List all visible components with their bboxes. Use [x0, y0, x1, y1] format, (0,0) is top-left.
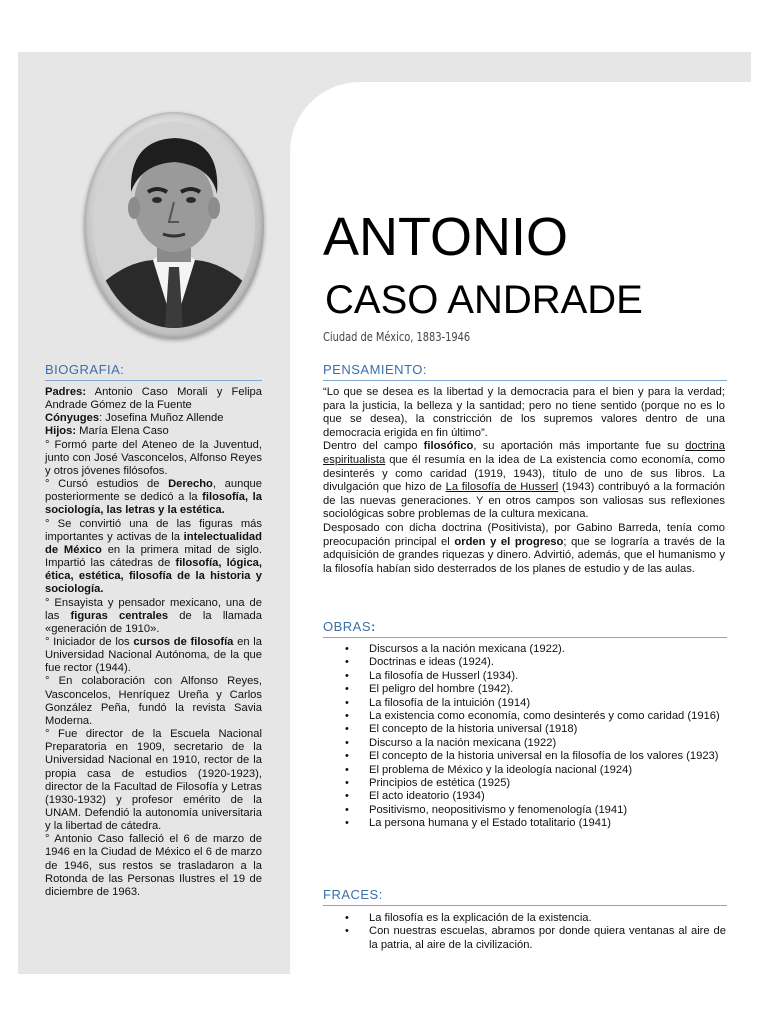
bio-conyuges: Cónyuges: Josefina Muñoz Allende — [45, 412, 224, 425]
bio-hijos: Hijos: María Elena Caso — [45, 425, 169, 438]
obra-list-item: • El peligro del hombre (1942). — [323, 683, 726, 696]
bio-paragraph: ° Antonio Caso falleció el 6 de marzo de 1946 en la Ciudad de México el 6 de marzo de 1946, sus restos se trasladaron a la Rotonda de las Personas Ilustres el 19 de diciembre de 1963. — [45, 833, 262, 898]
section-title-biografia: BIOGRAFIA: — [45, 362, 125, 377]
bio-paragraph: ° Formó parte del Ateneo de la Juventud, junto con José Vasconcelos, Alfonso Reyes y otros jóvenes filósofos. — [45, 438, 262, 477]
obra-list-item: • Discursos a la nación mexicana (1922). — [323, 643, 726, 656]
obra-list-item: • El acto ideatorio (1934) — [323, 790, 726, 803]
obra-list-item: • La existencia como economía, como desinterés y como caridad (1916) — [323, 710, 726, 723]
section-rule-pensamiento — [323, 380, 727, 381]
bio-paragraph: ° Ensayista y pensador mexicano, una de las figuras centrales de la llamada «generación de 1910». — [45, 596, 263, 635]
bio-padres: Padres: Antonio Caso Morali y Felipa Andrade Gómez de la Fuente — [45, 386, 262, 412]
section-rule-obras — [323, 637, 727, 638]
obra-list-item: • La filosofía de Husserl (1934). — [323, 670, 726, 683]
section-rule-fraces — [323, 905, 727, 906]
obra-list-item: • Positivismo, neopositivismo y fenomenología (1941) — [323, 804, 726, 817]
pensamiento-quote: “Lo que se desea es la libertad y la democracia para el bien y para la verdad; para la justicia, la belleza y la santidad; pero no tiene sentido (porque no es lo que se desea), la constricción de los supremos valores dentro de una democracia erigida en fin último”. — [323, 386, 725, 439]
obra-list-item: • El problema de México y la ideología nacional (1924) — [323, 764, 726, 777]
obra-list-item: • La persona humana y el Estado totalitario (1941) — [323, 817, 726, 830]
section-title-obras: OBRAS: — [323, 619, 376, 634]
pensamiento-paragraph: Dentro del campo filosófico, su aportación más importante fue su doctrina espiritualista que él resumía en la idea de La existencia como economía, como desinterés y como caridad (1919, 1943), título de uno de sus libros. La divulgación que hizo de La filosofía de Husserl (1943) contribuyó a la formación de las nuevas generaciones. Y en otros campos son valiosas sus reflexiones sociológicas sobre problemas de la cultura mexicana. — [323, 440, 725, 521]
frase-list-item: • La filosofía es la explicación de la existencia. — [323, 912, 726, 925]
bio-paragraph: ° Cursó estudios de Derecho, aunque posteriormente se dedicó a la filosofía, la sociología, las letras y la estética. — [45, 478, 263, 517]
section-title-fraces: FRACES: — [323, 887, 383, 902]
obra-list-item: • Principios de estética (1925) — [323, 777, 726, 790]
obra-list-item: • El concepto de la historia universal en la filosofía de los valores (1923) — [323, 750, 726, 763]
fraces-list — [323, 912, 726, 952]
obra-list-item: • Doctrinas e ideas (1924). — [323, 656, 726, 669]
biography-text — [45, 386, 262, 899]
obra-list-item: • El concepto de la historia universal (1918) — [323, 723, 726, 736]
name-line-1: ANTONIO — [323, 207, 569, 267]
bio-paragraph: ° Iniciador de los cursos de filosofía en la Universidad Nacional Autónoma, de la que fue rector (1944). — [45, 635, 262, 675]
bio-paragraph: ° En colaboración con Alfonso Reyes, Vasconcelos, Henríquez Ureña y Carlos González Peña, fundó la revista Savia Moderna. — [45, 675, 262, 727]
obra-list-item: • Discurso a la nación mexicana (1922) — [323, 737, 726, 750]
pensamiento-text — [323, 386, 725, 576]
section-title-pensamiento: PENSAMIENTO: — [323, 362, 428, 377]
frase-list-item: • Con nuestras escuelas, abramos por donde quiera ventanas al aire de la patria, al aire de la civilización. — [323, 925, 726, 952]
bio-paragraph: ° Fue director de la Escuela Nacional Preparatoria en 1909, secretario de la Universidad Nacional en 1910, rector de la propia casa de estudios (1920-1923), director de la Facultad de Filosofía y Letras (1930-1932) y profesor emérito de la UNAM. Defendió la autonomía universitaria y la libertad de cátedra. — [45, 728, 262, 833]
pensamiento-paragraph: Desposado con dicha doctrina (Positivista), por Gabino Barreda, tenía como preocupación principal el orden y el progreso; que se lograría a través de la adquisición de grandes riquezas y dinero. Advirtió, además, que el humanismo y la filosofía habían sido desterrados de los planes de estudio y de las aulas. — [323, 521, 725, 575]
obra-list-item: • La filosofía de la intuición (1914) — [323, 697, 726, 710]
portrait-photo — [93, 122, 255, 328]
birthplace-dates: Ciudad de México, 1883-1946 — [323, 330, 471, 344]
obras-list — [323, 643, 726, 831]
section-rule-biografia — [45, 380, 262, 381]
name-line-2: CASO ANDRADE — [325, 278, 643, 322]
bio-paragraph: ° Se convirtió una de las figuras más importantes y activas de la intelectualidad de México en la primera mitad de siglo. Impartió las cátedras de filosofía, lógica, ética, estética, filosofía de la historia y sociología. — [45, 517, 262, 596]
